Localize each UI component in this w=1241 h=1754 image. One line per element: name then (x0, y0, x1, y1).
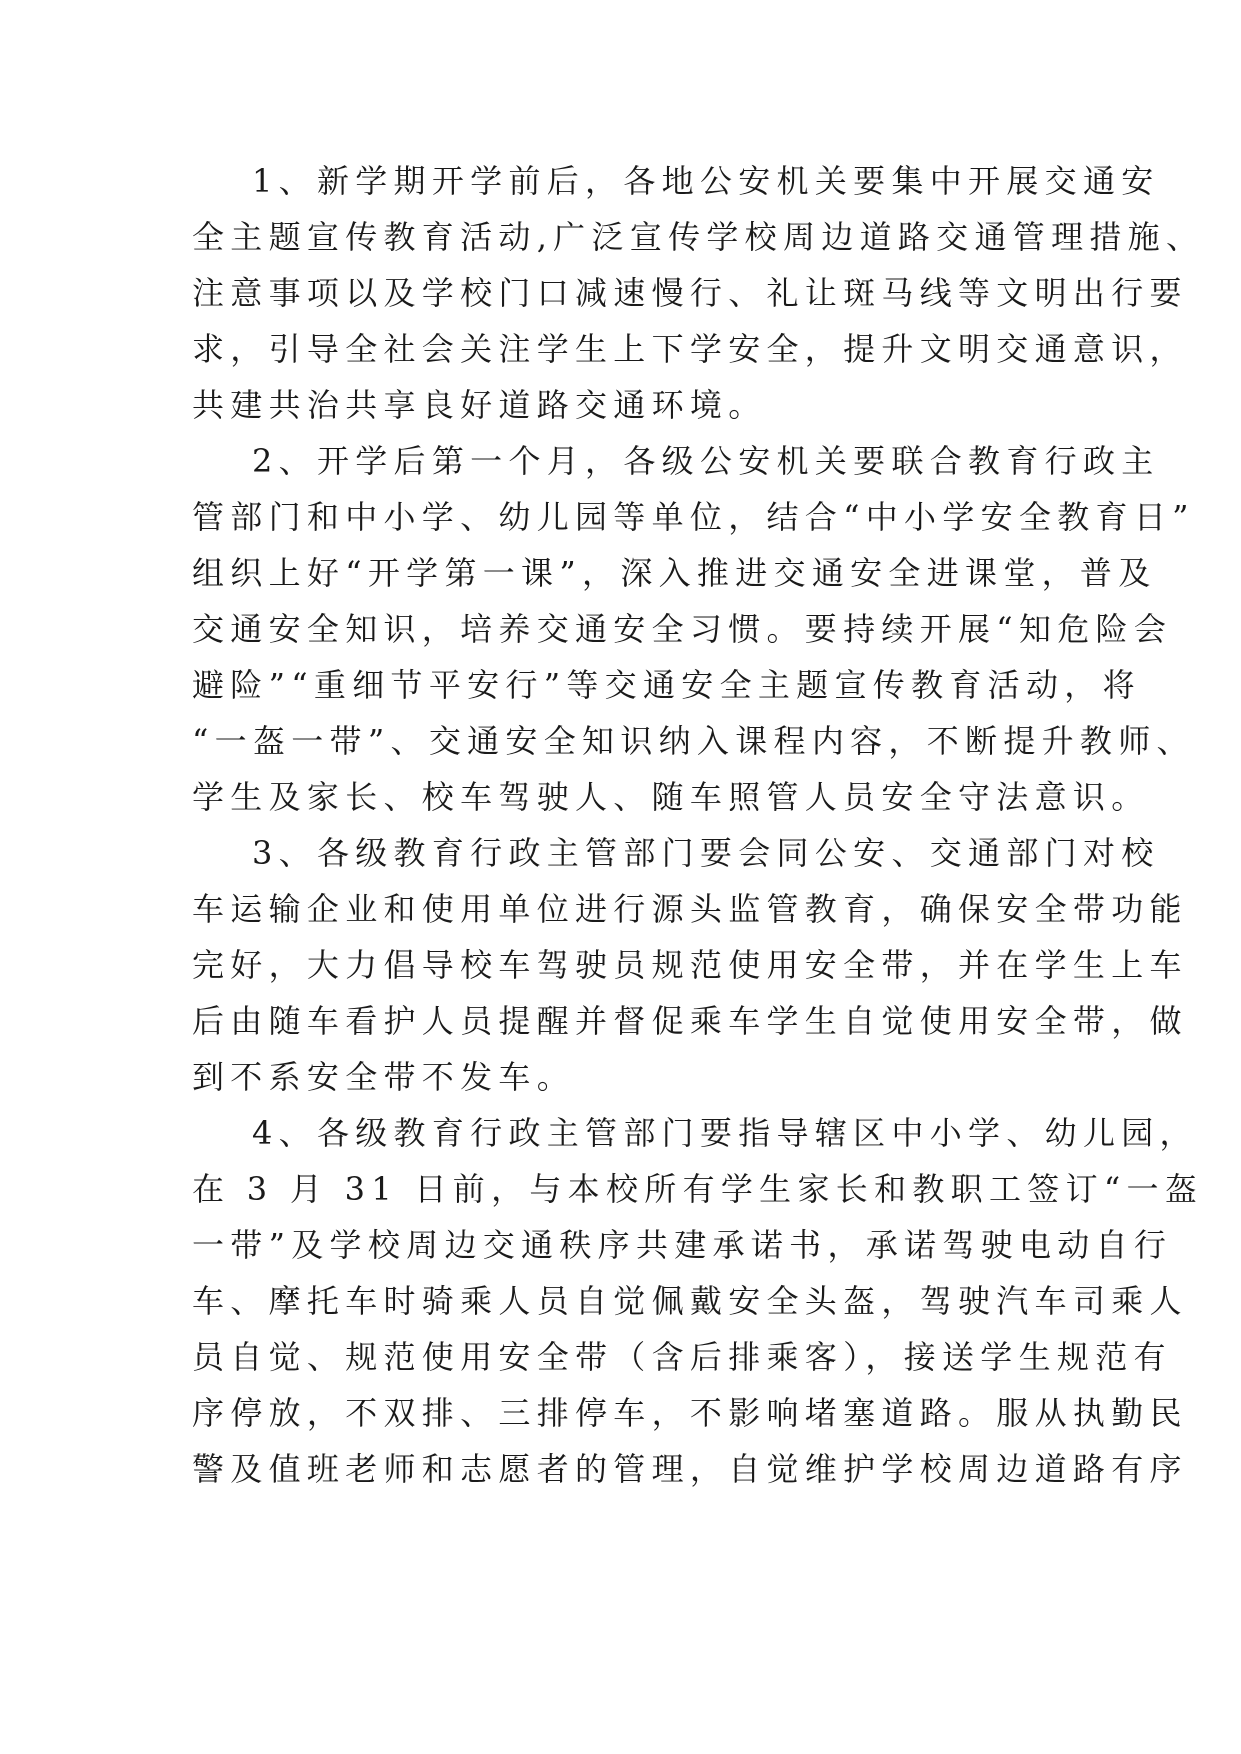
paragraph-2-line-6: “一盔一带”、交通安全知识纳入课程内容，不断提升教师、 (192, 722, 1195, 760)
paragraph-3-line-3: 完好，大力倡导校车驾驶员规范使用安全带，并在学生上车 (192, 946, 1188, 984)
paragraph-4-line-6: 序停放，不双排、三排停车，不影响堵塞道路。服从执勤民 (192, 1394, 1188, 1432)
paragraph-4-line-2: 在 3 月 31 日前，与本校所有学生家长和教职工签订“一盔 (192, 1170, 1204, 1208)
paragraph-2-line-7: 学生及家长、校车驾驶人、随车照管人员安全守法意识。 (192, 778, 1150, 816)
paragraph-2-line-4: 交通安全知识，培养交通安全习惯。要持续开展“知危险会 (192, 610, 1173, 648)
paragraph-2-line-2: 管部门和中小学、幼儿园等单位，结合“中小学安全教育日” (192, 498, 1195, 536)
paragraph-1-line-5: 共建共治共享良好道路交通环境。 (192, 386, 767, 424)
paragraph-4-line-3: 一带”及学校周边交通秩序共建承诺书，承诺驾驶电动自行 (192, 1226, 1173, 1264)
paragraph-1-line-2: 全主题宣传教育活动,广泛宣传学校周边道路交通管理措施、 (192, 218, 1205, 256)
paragraph-1-line-1: 1、新学期开学前后，各地公安机关要集中开展交通安 (252, 162, 1160, 200)
paragraph-2-line-1: 2、开学后第一个月，各级公安机关要联合教育行政主 (252, 442, 1160, 480)
paragraph-4-line-5: 员自觉、规范使用安全带（含后排乘客），接送学生规范有 (192, 1338, 1172, 1376)
paragraph-2-line-5: 避险”“重细节平安行”等交通安全主题宣传教育活动，将 (192, 666, 1141, 704)
paragraph-1-line-4: 求，引导全社会关注学生上下学安全，提升文明交通意识， (192, 330, 1188, 368)
paragraph-3-line-4: 后由随车看护人员提醒并督促乘车学生自觉使用安全带，做 (192, 1002, 1188, 1040)
paragraph-1-line-3: 注意事项以及学校门口减速慢行、礼让斑马线等文明出行要 (192, 274, 1188, 312)
paragraph-3-line-5: 到不系安全带不发车。 (192, 1058, 576, 1096)
paragraph-3-line-1: 3、各级教育行政主管部门要会同公安、交通部门对校 (252, 834, 1160, 872)
paragraph-2-line-3: 组织上好“开学第一课”，深入推进交通安全进课堂，普及 (192, 554, 1157, 592)
paragraph-4-line-4: 车、摩托车时骑乘人员自觉佩戴安全头盔，驾驶汽车司乘人 (192, 1282, 1188, 1320)
paragraph-3-line-2: 车运输企业和使用单位进行源头监管教育，确保安全带功能 (192, 890, 1188, 928)
paragraph-4-line-1: 4、各级教育行政主管部门要指导辖区中小学、幼儿园， (252, 1114, 1198, 1152)
paragraph-4-line-7: 警及值班老师和志愿者的管理，自觉维护学校周边道路有序 (192, 1450, 1188, 1488)
